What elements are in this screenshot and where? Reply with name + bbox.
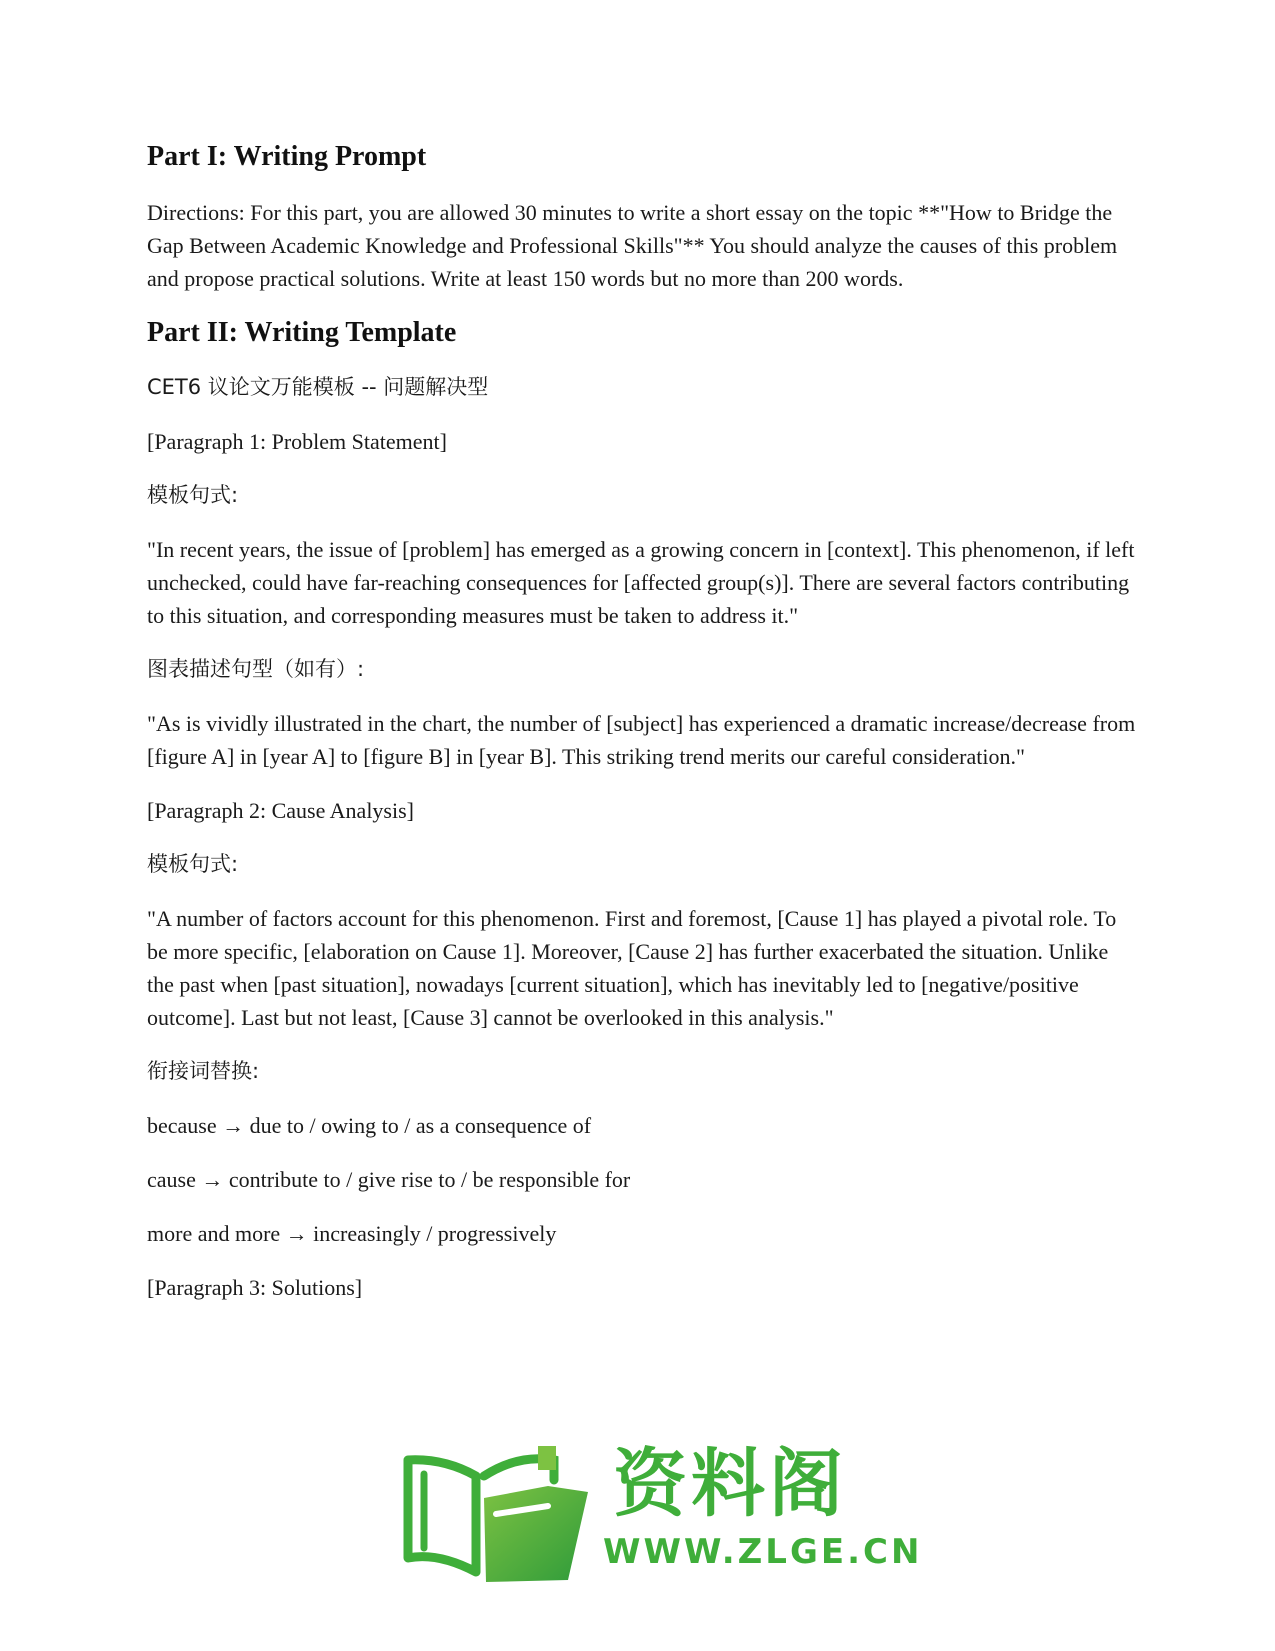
chart-description-text: "As is vividly illustrated in the chart, the number of [subject] has experienced a dramatic increase/decrease from [figure A] in [year A] to [figure B] in [year B]. This striking trend merits our careful consideration." xyxy=(147,711,1136,770)
paragraph2-pattern-text: "A number of factors account for this phenomenon. First and foremost, [Cause 1] has played a pivotal role. To be more specific, [elaboration on Cause 1]. Moreover, [Cause 2] has further exacerbated the situation. Unlike the past when [past situation], nowadays [current situation], which has inevitably led to [negative/positive outcome]. Last but not least, [Cause 3] cannot be overlooked in this analysis." xyxy=(147,906,1117,1031)
paragraph1-pattern-text: "In recent years, the issue of [problem] has emerged as a growing concern in [context]. This phenomenon, if left unchecked, could have far-reaching consequences for [affected group(s)]. There are several factors contributing to this situation, and corresponding measures must be taken to address it." xyxy=(147,537,1135,629)
watermark-logo xyxy=(398,1440,923,1590)
paragraph2-label: [Paragraph 2: Cause Analysis] xyxy=(147,798,414,824)
connector-item: more and more → increasingly / progressively xyxy=(147,1221,557,1247)
connector-item: cause → contribute to / give rise to / be responsible for xyxy=(147,1167,631,1193)
connector-item: because → due to / owing to / as a consequence of xyxy=(147,1113,592,1139)
paragraph1-pattern-label: 模板句式: xyxy=(147,483,239,508)
part1-heading: Part I: Writing Prompt xyxy=(147,141,427,172)
watermark-title: 资料阁 xyxy=(613,1441,847,1527)
connectors-label: 衔接词替换: xyxy=(147,1059,260,1084)
open-book-icon xyxy=(398,1440,598,1590)
paragraph1-label: [Paragraph 1: Problem Statement] xyxy=(147,429,447,455)
document-content xyxy=(147,140,1137,1325)
paragraph2-pattern-label: 模板句式: xyxy=(147,852,239,877)
paragraph3-label: [Paragraph 3: Solutions] xyxy=(147,1275,363,1301)
part2-heading: Part II: Writing Template xyxy=(147,316,457,348)
watermark-url: WWW.ZLGE.CN xyxy=(603,1532,923,1572)
chart-description-label: 图表描述句型（如有）: xyxy=(147,657,365,682)
part1-directions: Directions: For this part, you are allowed 30 minutes to write a short essay on the topic **"How to Bridge the Gap Between Academic Knowledge and Professional Skills"** You should analyze the causes of this problem and propose practical solutions. Write at least 150 words but no more than 200 words. xyxy=(147,199,1118,291)
template-title: CET6 议论文万能模板 -- 问题解决型 xyxy=(147,375,489,400)
